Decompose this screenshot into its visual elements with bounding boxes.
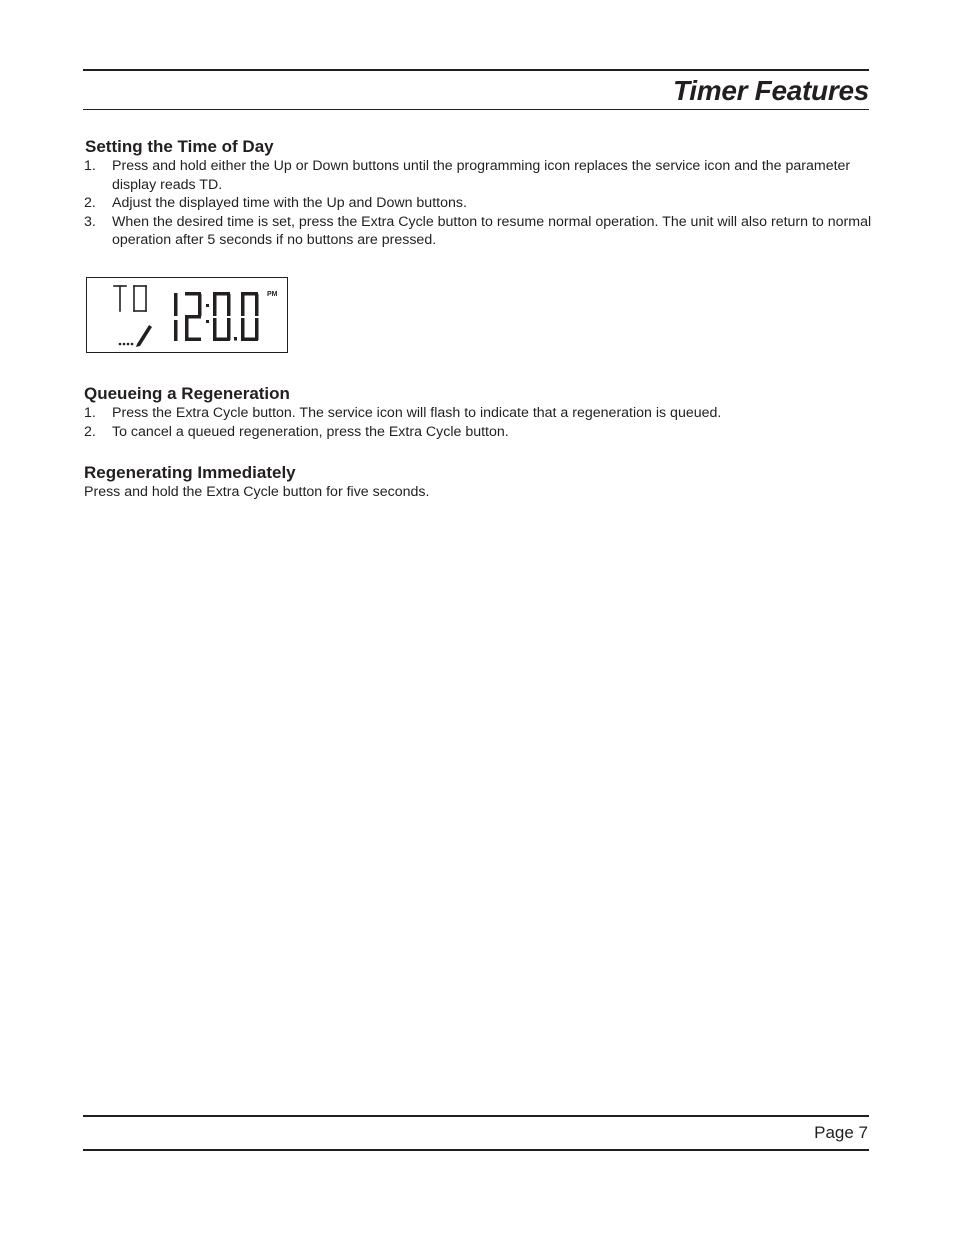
list-item — [84, 213, 874, 250]
lcd-display-graphic — [87, 278, 287, 352]
header-rule-top — [83, 69, 869, 71]
list-item — [84, 157, 874, 194]
programming-pencil-icon — [119, 325, 152, 347]
footer-rule-bottom — [83, 1149, 869, 1151]
section-heading: Queueing a Regeneration — [84, 384, 290, 403]
list-item — [84, 404, 874, 423]
step-number: 1. — [84, 158, 96, 174]
list-item — [84, 423, 874, 442]
step-number: 1. — [84, 405, 96, 421]
section-queueing-regeneration — [84, 384, 874, 441]
section-regenerating-immediately — [84, 463, 874, 502]
header-rule-bottom — [83, 109, 869, 110]
footer-rule-top — [83, 1115, 869, 1117]
step-number: 3. — [84, 213, 96, 230]
step-number: 2. — [84, 423, 96, 440]
section-setting-time — [84, 137, 874, 250]
lcd-time-digits — [174, 292, 259, 341]
lcd-display — [86, 277, 288, 353]
list-item — [84, 194, 874, 213]
section-heading: Regenerating Immediately — [84, 463, 296, 482]
steps-list — [84, 404, 874, 441]
page-number: Page 7 — [814, 1123, 868, 1142]
step-number: 2. — [84, 195, 96, 212]
step-text: Press and hold either the Up or Down buttons until the programming icon replaces the service icon and the parameter display reads TD. — [112, 158, 851, 193]
lcd-char-t — [114, 286, 126, 311]
step-text: When the desired time is set, press the Extra Cycle button to resume normal operation. The unit will also return to normal operation after 5 seconds if no buttons are pressed. — [112, 213, 872, 249]
lcd-ampm-indicator: PM — [267, 291, 278, 298]
step-text: Press the Extra Cycle button. The service icon will flash to indicate that a regeneration is queued. — [112, 405, 722, 421]
step-text: Adjust the displayed time with the Up and Down buttons. — [112, 195, 467, 212]
section-body: Press and hold the Extra Cycle button for five seconds. — [84, 484, 430, 500]
lcd-char-d — [134, 286, 146, 311]
page-title: Timer Features — [672, 75, 869, 106]
section-heading: Setting the Time of Day — [85, 137, 274, 156]
step-text: To cancel a queued regeneration, press the Extra Cycle button. — [112, 423, 509, 440]
steps-list — [84, 157, 874, 250]
